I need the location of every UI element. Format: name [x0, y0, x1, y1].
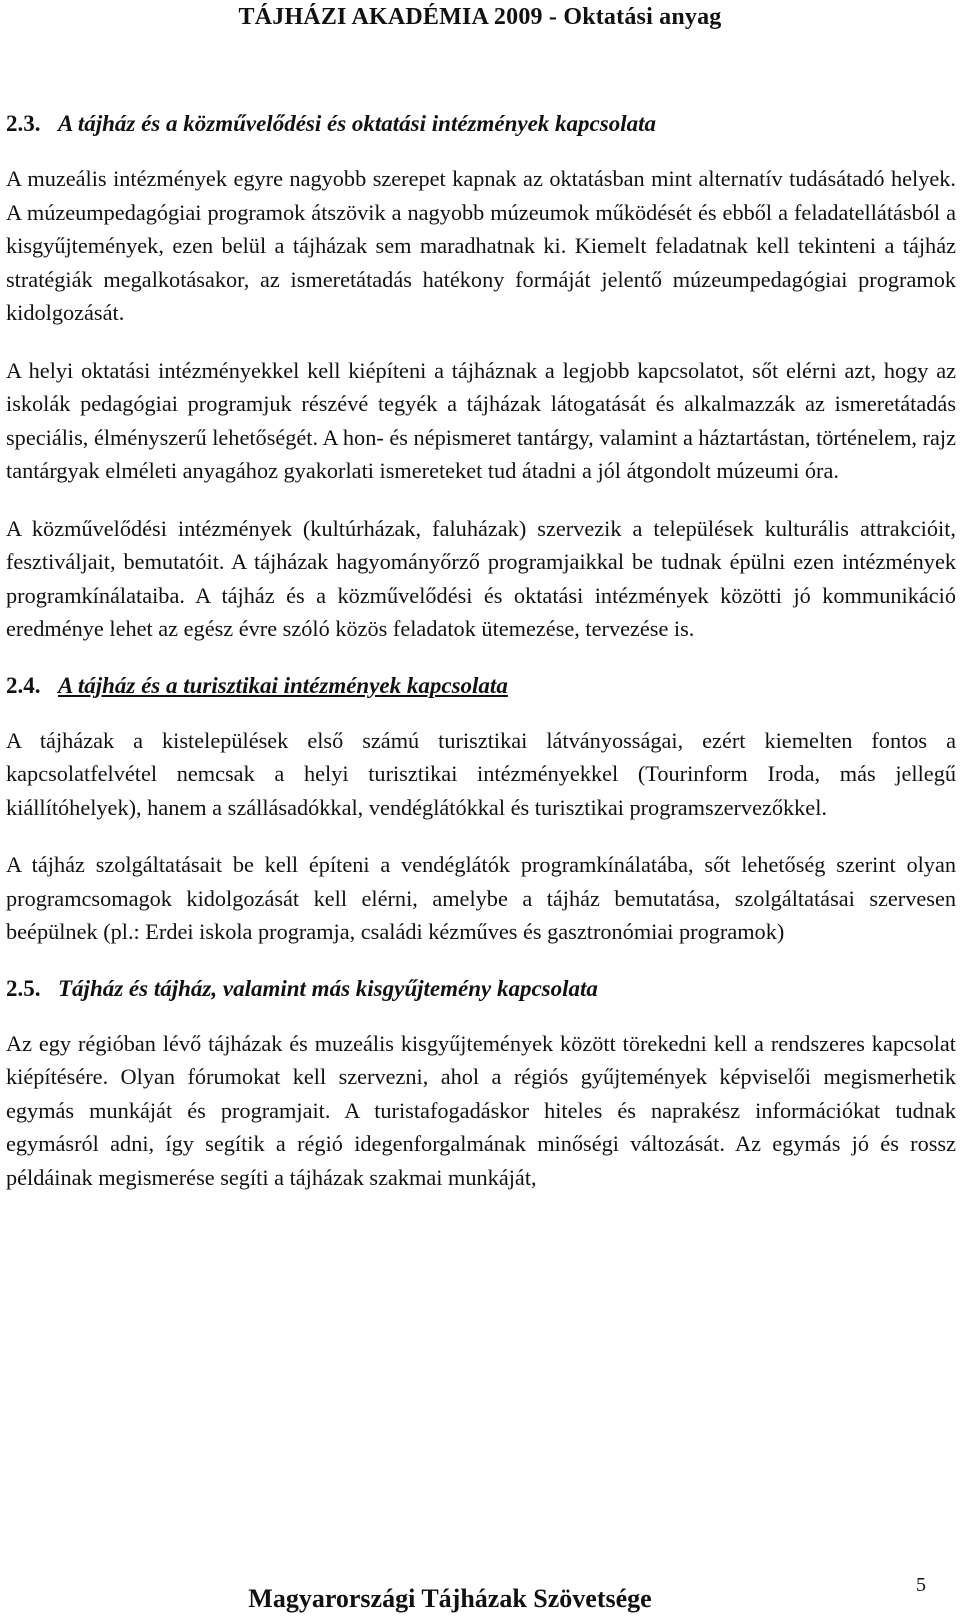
section-number: 2.5.: [6, 975, 41, 1001]
section-heading: [6, 108, 956, 140]
paragraph: Az egy régióban lévő tájházak és muzeális kisgyűjtemények között törekedni kell a rendszeres kapcsolat kiépítésére. Olyan fórumokat kell szervezni, ahol a régiós gyűjtemények képviselői megismerhetik egymás munkáját és programjait. A turistafogadáskor hiteles és naprakész információkat tudnak egymásról adni, így segítik a régió idegenforgalmának minőségi változását. Az egymás jó és rossz példáinak megismerése segíti a tájházak szakmai munkáját,: [6, 1030, 956, 1190]
section-heading: [6, 973, 956, 1005]
section-number: 2.4.: [6, 672, 41, 698]
page-header: TÁJHÁZI AKADÉMIA 2009 - Oktatási anyag: [238, 4, 722, 30]
paragraph: A tájházak a kistelepülések első számú turisztikai látványosságai, ezért kiemelten fontos a kapcsolatfelvétel nemcsak a helyi turisztikai intézményekkel (Tourinform Iroda, más jellegű kiállítóhelyek), hanem a szállásadókkal, vendéglátókkal és turisztikai programszervezőkkel.: [6, 727, 956, 820]
section-title: A tájház és a közművelődési és oktatási intézmények kapcsolata: [58, 111, 656, 136]
section-heading: [6, 670, 956, 702]
page-number: 5: [916, 1574, 926, 1596]
page-footer: [0, 1574, 960, 1614]
page-content: [6, 108, 956, 1194]
footer-organization: Magyarországi Tájházak Szövetsége: [248, 1584, 652, 1613]
paragraph: A tájház szolgáltatásait be kell építeni a vendéglátók programkínálatába, sőt lehetőség szerint olyan programcsomagok kidolgozását kell elérni, amelybe a tájház bemutatása, szolgáltatásai szervesen beépülnek (pl.: Erdei iskola programja, családi kézműves és gasztronómiai programok): [6, 852, 956, 944]
paragraph: A közművelődési intézmények (kultúrházak, faluházak) szervezik a települések kulturális attrakcióit, fesztiváljait, bemutatóit. A tájházak hagyományőrző programjaikkal be tudnak épülni ezen intézmények programkínálataiba. A tájház és a közművelődési és oktatási intézmények közötti jó kommunikáció eredménye lehet az egész évre szóló közös feladatok ütemezése, tervezése is.: [6, 515, 956, 641]
paragraph: A helyi oktatási intézményekkel kell kiépíteni a tájháznak a legjobb kapcsolatot, sőt elérni azt, hogy az iskolák pedagógiai programjuk részévé tegyék a tájházak látogatását és alkalmazzák az ismeretátadás speciális, élményszerű lehetőségét. A hon- és népismeret tantárgy, valamint a háztartástan, történelem, rajz tantárgyak elméleti anyagához gyakorlati ismereteket tud átadni a jól átgondolt múzeumi óra.: [6, 357, 956, 483]
section-title: Tájház és tájház, valamint más kisgyűjtemény kapcsolata: [58, 975, 598, 1001]
section-title: A tájház és a turisztikai intézmények kapcsolata: [58, 672, 508, 698]
paragraph: A muzeális intézmények egyre nagyobb szerepet kapnak az oktatásban mint alternatív tudásátadó helyek. A múzeumpedagógiai programok átszövik a nagyobb múzeumok működését és ebből a feladatellátásból a kisgyűjtemények, ezen belül a tájházak sem maradhatnak ki. Kiemelt feladatnak kell tekinteni a tájház stratégiák megalkotásakor, az ismeretátadás hatékony formáját jelentő múzeumpedagógiai programok kidolgozását.: [6, 166, 956, 325]
section-number: 2.3.: [6, 111, 41, 136]
